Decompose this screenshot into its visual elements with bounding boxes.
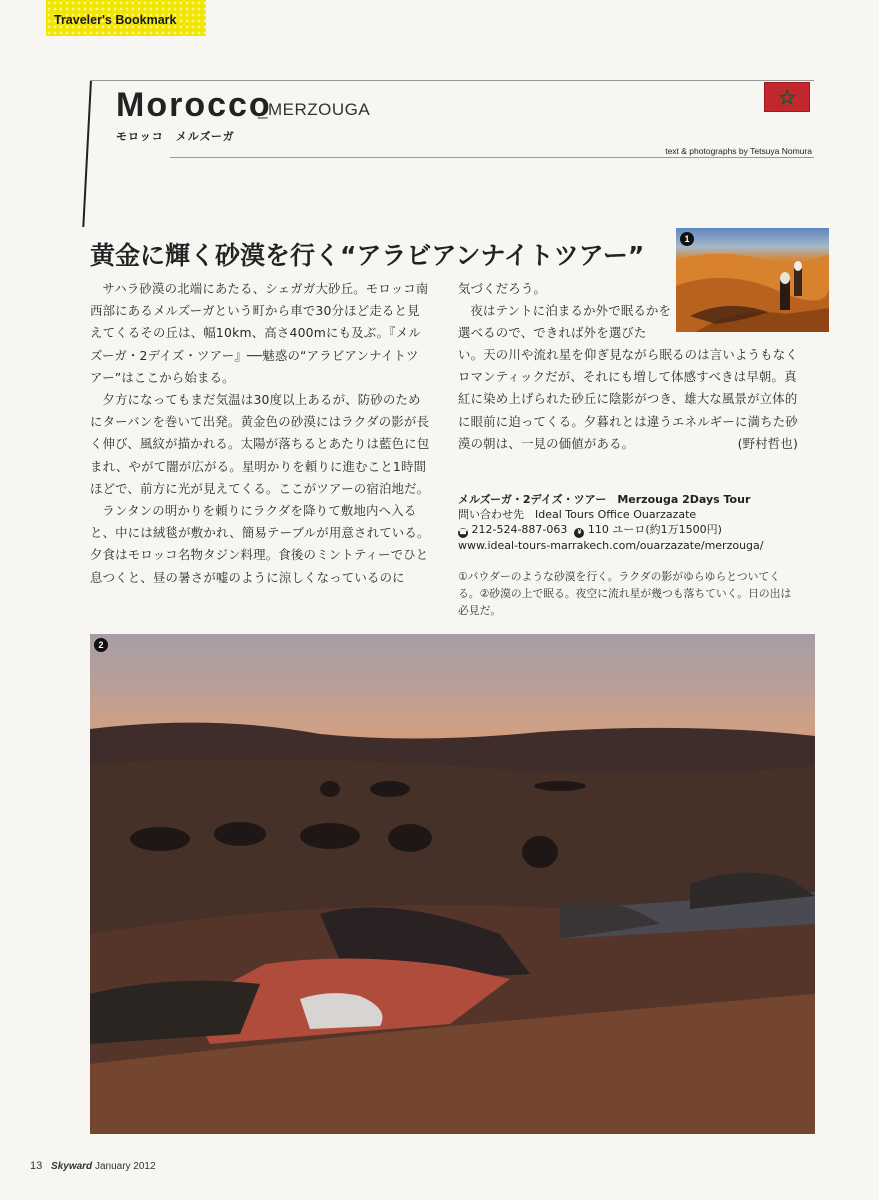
body-paragraph: サハラ砂漠の北端にあたる、シェガガ大砂丘。モロッコ南西部にあるメルズーガという町から車で30分ほど走ると見えてくるその丘は、幅10km、高さ400mにも及ぶ。『メルズーガ・2デイズ・ツアー』──魅惑の“アラビアンナイトツアー”はここから始まる。 [90,281,429,385]
body-paragraph-continuation: 気づくだろう。 [458,281,547,296]
photo-number-badge: 1 [680,232,694,246]
author-credit: text & photographs by Tetsuya Nomura [665,146,812,156]
body-paragraph-start: 夜はテントに泊まるか外で眠るかを選べるので、できれば外を選びた [458,303,672,341]
tour-phone-price [458,522,798,538]
desert-camp-scene-image [90,634,815,1134]
magazine-name: Skyward [51,1161,93,1172]
photo-camel-caravan [676,228,829,332]
tour-info-block [458,492,798,553]
body-paragraph-rest [458,344,798,455]
body-paragraph: 夕方になってもまだ気温は30度以上あるが、防砂のためにターバンを巻いて出発。黄金色の砂漠にはラクダの影が長く伸び、風紋が描かれる。太陽が落ちるとあたりは藍色に包まれ、やがて闇が広がる。星明かりを頼りに進むこと1時間ほどで、前方に光が見えてくる。ここがツアーの宿泊地だ。 [90,392,430,496]
issue-date: January 2012 [94,1161,156,1172]
star-icon [779,89,795,105]
body-paragraph: ランタンの明かりを頼りにラクダを降りて敷地内へ入ると、中には絨毯が敷かれ、簡易テーブルが用意されている。夕食はモロッコ名物タジン料理。食後のミントティーでひと息つくと、昼の暑さが嘘のように涼しくなっているのに [90,503,430,585]
tour-name: メルズーガ・2デイズ・ツアー Merzouga 2Days Tour [458,493,751,506]
page-footer [30,1160,156,1172]
body-column-right-top [458,278,672,345]
page-title: Morocco [116,86,272,124]
article-headline: 黄金に輝く砂漠を行く“アラビアンナイトツアー” [90,241,645,270]
morocco-flag-icon [764,82,810,112]
tour-contact: 問い合わせ先 Ideal Tours Office Ouarzazate [458,508,697,521]
body-column-right-bottom [458,344,798,455]
phone-icon: ☎ [458,529,468,536]
section-tab-label: Traveler's Bookmark [54,13,177,27]
photo-desert-camp [90,634,815,1134]
body-paragraph-text: い。天の川や流れ星を仰ぎ見ながら眠るのは言いようもなくロマンティックだが、それにも増して体感すべきは早朝。真紅に染め上げられた砂丘に陰影がつき、雄大な風景が立体的に眼前に迫ってくる。夕暮れとは違うエネルギーに満ちた砂漠の朝は、一見の価値がある。 [458,347,798,451]
body-column-left [90,278,430,589]
yen-icon: ¥ [574,528,584,538]
header-frame-top-line [90,80,814,81]
desert-scene-image [676,228,829,332]
page-number: 13 [30,1160,43,1172]
tour-url[interactable]: www.ideal-tours-marrakech.com/ouarzazate/merzouga/ [458,539,764,552]
page-subtitle: _MERZOUGA [258,100,371,119]
tour-price: 110 ユーロ(約1万1500円) [587,523,722,536]
tour-phone: 212-524-887-063 [471,523,568,536]
photo-number-badge: 2 [94,638,108,652]
page-title-japanese: モロッコ メルズーガ [116,130,235,143]
header-frame-vertical-line [82,80,91,227]
header-frame-bottom-line [170,157,814,158]
photo-caption: ①パウダーのような砂漠を行く。ラクダの影がゆらゆらとついてくる。②砂漠の上で眠る。夜空に流れ星が幾つも落ちていく。日の出は必見だ。 [458,570,792,617]
author-signature: (野村哲也) [737,435,798,451]
